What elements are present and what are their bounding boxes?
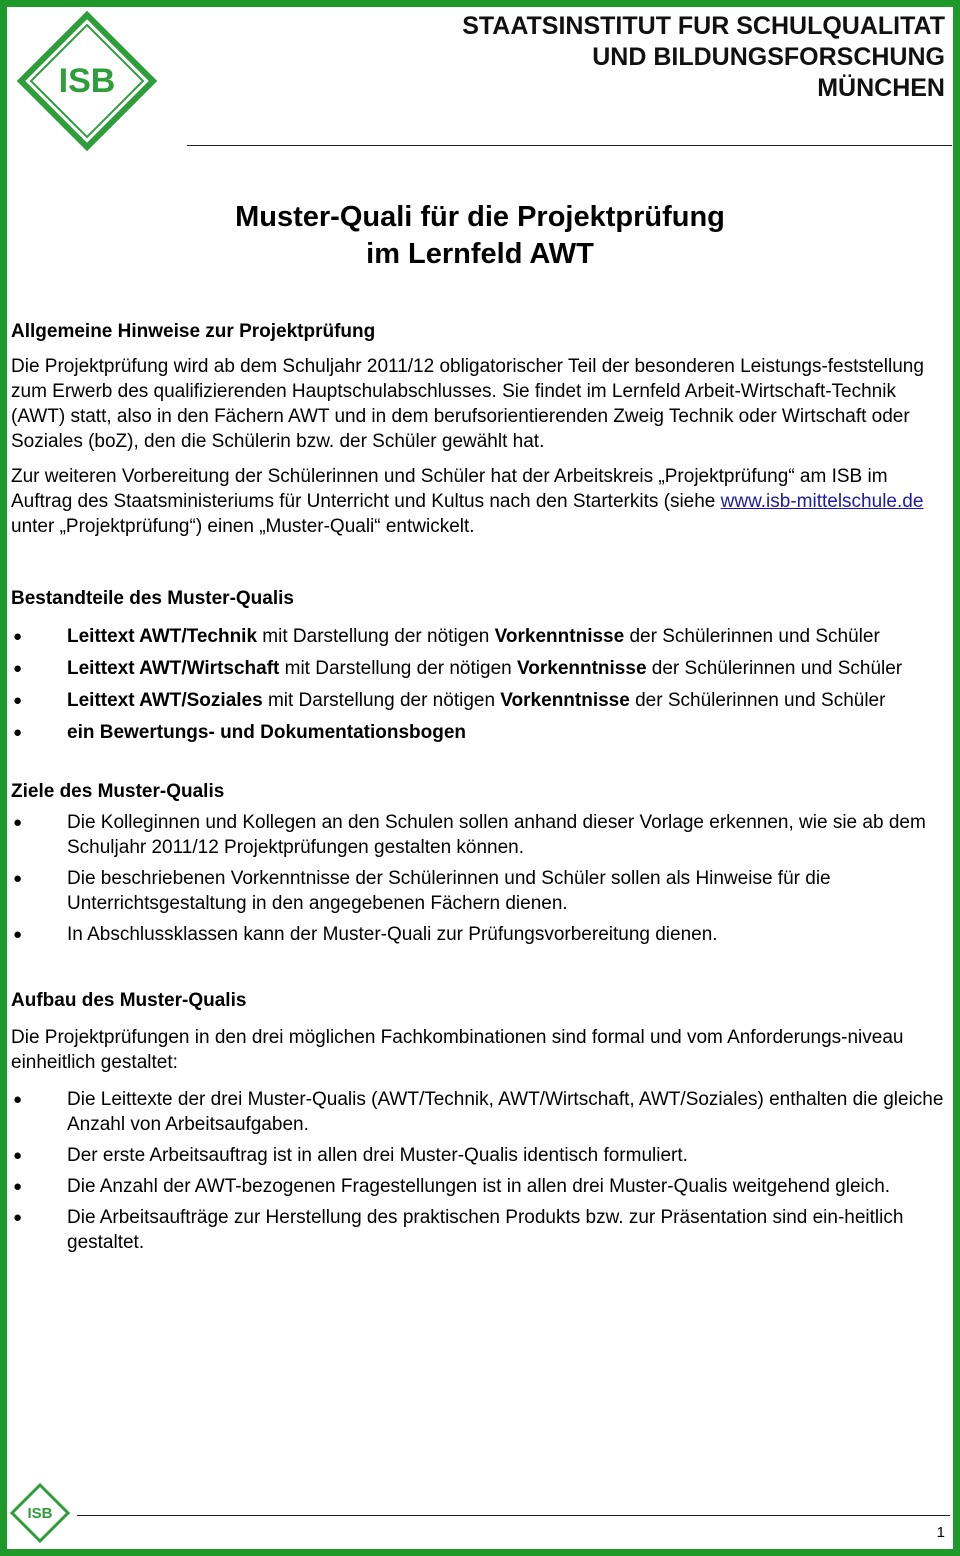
bullet-icon: ● [13,870,23,887]
general-paragraph-1: Die Projektprüfung wird ab dem Schuljahr 2011/12 obligatorischer Teil der besonderen Leistungs-feststellung zum Erwerb des qualifizierenden Hauptschulabschlusses. Sie findet im Lernfeld Arbeit-Wirtschaft-Technik (AWT) statt, also in den Fächern AWT und in dem berufsorientierenden Zweig Technik oder Wirtschaft oder Soziales (boZ), den die Schülerin bzw. der Schüler gewählt hat. [11,356,924,452]
bullet-icon: ● [13,1178,23,1195]
bullet-icon: ● [13,692,23,709]
bullet-icon: ● [13,724,23,741]
bullet-icon: ● [13,814,23,831]
footer-isb-logo [10,1483,70,1543]
institute-name [462,11,945,104]
list-item: ● In Abschlussklassen kann der Muster-Quali zur Prüfungsvorbereitung dienen. [13,924,718,945]
goals-list [11,810,953,947]
footer-divider [77,1515,950,1516]
svg-text:ISB: ISB [27,1505,53,1522]
document-title [7,199,953,273]
header-divider [187,145,952,146]
institute-line-1: STAATSINSTITUT FUR SCHULQUALITAT [462,12,945,40]
bullet-icon: ● [13,1209,23,1226]
bullet-icon: ● [13,1091,23,1108]
list-item: ● Leittext AWT/Soziales mit Darstellung der nötigen Vorkenntnisse der Schülerinnen und Schüler [13,690,886,711]
list-item: ● Leittext AWT/Technik mit Darstellung der nötigen Vorkenntnisse der Schülerinnen und Schüler [13,626,880,647]
list-item: ● Die beschriebenen Vorkenntnisse der Schülerinnen und Schüler sollen als Hinweise für die Unterrichtsgestaltung in den angegebenen Fächern dienen. [13,868,831,914]
components-list [11,624,953,745]
isb-logo [13,11,161,151]
section-heading-goals: Ziele des Muster-Qualis [11,781,225,802]
list-item: ● ein Bewertungs- und Dokumentationsbogen [13,722,467,743]
list-item: ● Die Arbeitsaufträge zur Herstellung des praktischen Produkts bzw. zur Präsentation sind ein-heitlich gestaltet. [13,1207,904,1253]
list-item: ● Die Kolleginnen und Kollegen an den Schulen sollen anhand dieser Vorlage erkennen, wie sie ab dem Schuljahr 2011/12 Projektprüfungen gestalten können. [13,812,926,858]
bullet-icon: ● [13,1147,23,1164]
section-heading-structure: Aufbau des Muster-Qualis [11,990,247,1011]
isb-website-link[interactable]: www.isb-mittelschule.de [720,491,924,512]
structure-list [11,1087,953,1255]
structure-intro: Die Projektprüfungen in den drei möglichen Fachkombinationen sind formal und vom Anforderungs-niveau einheitlich gestaltet: [11,1027,904,1073]
bullet-icon: ● [13,628,23,645]
list-item: ● Der erste Arbeitsauftrag ist in allen drei Muster-Qualis identisch formuliert. [13,1145,688,1166]
document-body [11,319,953,1255]
section-heading-components: Bestandteile des Muster-Qualis [11,588,294,609]
list-item: ● Die Anzahl der AWT-bezogenen Fragestellungen ist in allen drei Muster-Qualis weitgehend gleich. [13,1176,891,1197]
institute-line-3: MÜNCHEN [817,74,945,102]
svg-text:ISB: ISB [58,62,116,100]
general-paragraph-2: Zur weiteren Vorbereitung der Schülerinnen und Schüler hat der Arbeitskreis „Projektprüfung“ am ISB im Auftrag des Staatsministeriums für Unterricht und Kultus nach den Starterkits (siehe www.isb-mittelschule.de unter „Projektprüfung“) einen „Muster-Quali“ entwickelt. [11,466,924,537]
page-number: 1 [936,1524,945,1541]
institute-line-2: UND BILDUNGSFORSCHUNG [592,43,945,71]
title-line-1: Muster-Quali für die Projektprüfung [235,201,725,233]
section-heading-general: Allgemeine Hinweise zur Projektprüfung [11,321,376,342]
list-item: ● Leittext AWT/Wirtschaft mit Darstellung der nötigen Vorkenntnisse der Schülerinnen und Schüler [13,658,903,679]
bullet-icon: ● [13,660,23,677]
bullet-icon: ● [13,926,23,943]
title-line-2: im Lernfeld AWT [366,238,594,270]
list-item: ● Die Leittexte der drei Muster-Qualis (AWT/Technik, AWT/Wirtschaft, AWT/Soziales) enthalten die gleiche Anzahl von Arbeitsaufgaben. [13,1089,944,1135]
